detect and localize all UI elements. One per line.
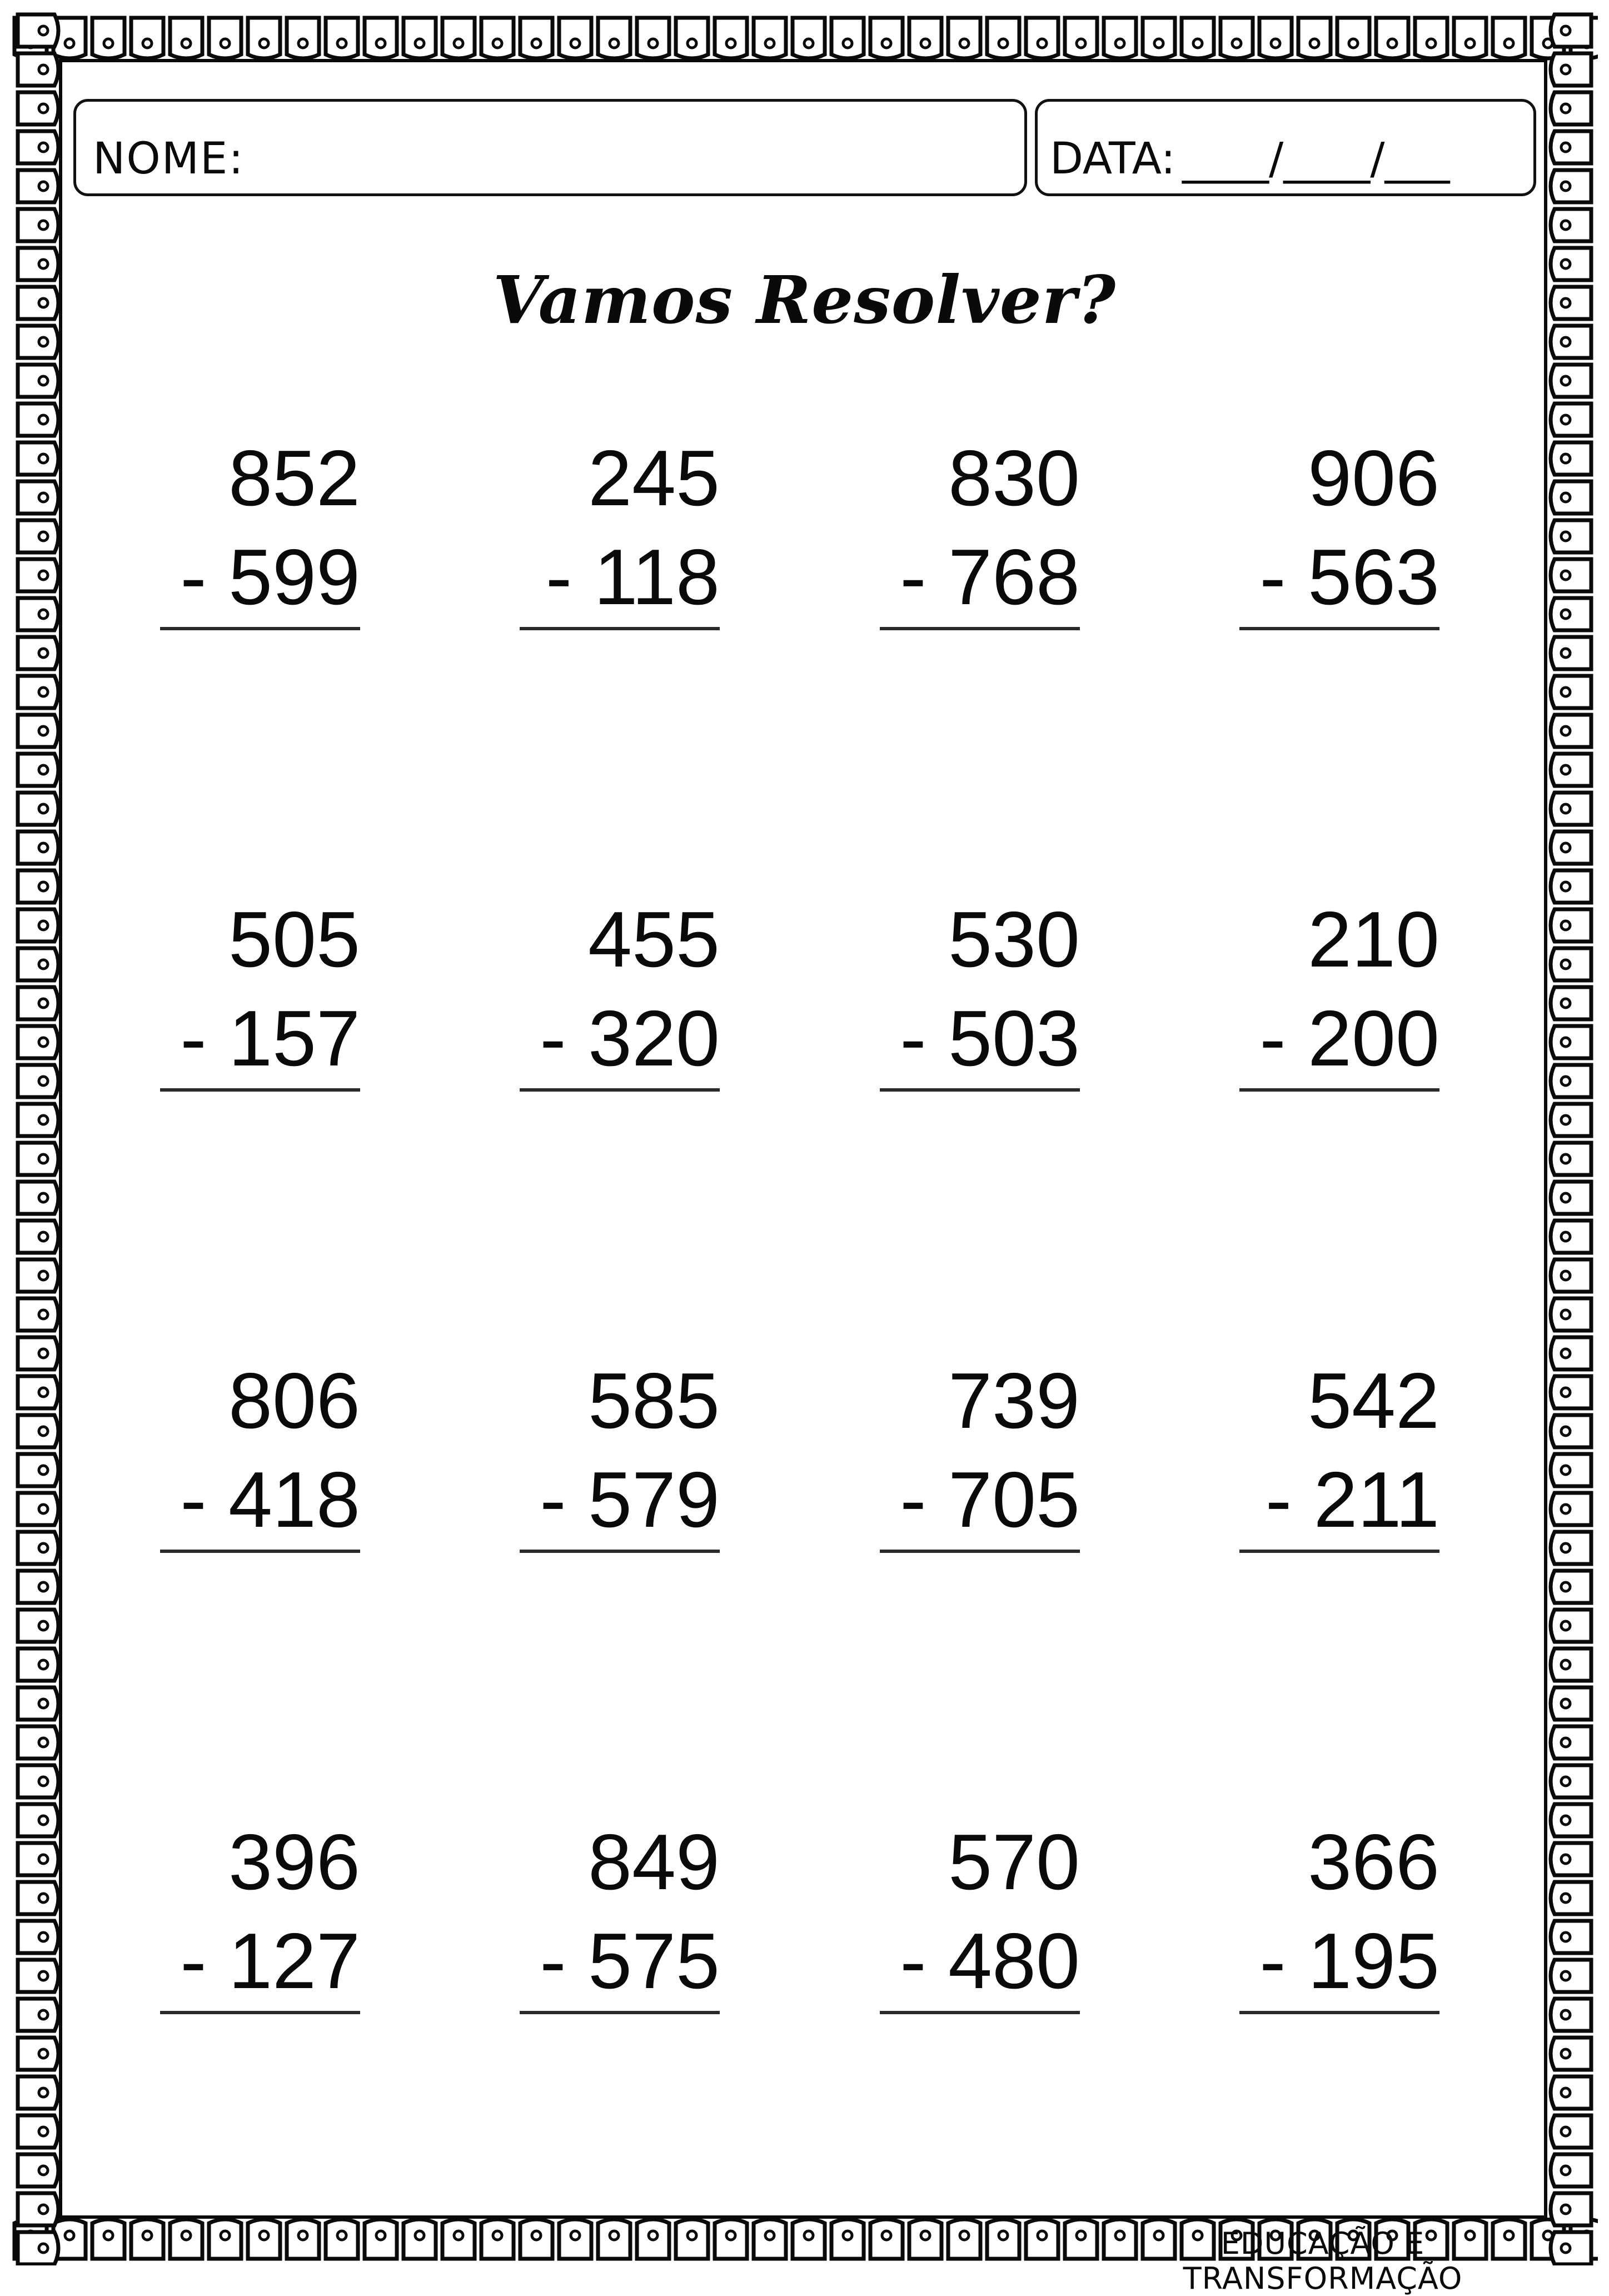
- minuend: 806: [228, 1357, 360, 1445]
- minuend: 852: [228, 434, 360, 522]
- minuend: 849: [588, 1818, 720, 1906]
- subtrahend: - 118: [545, 533, 720, 621]
- frame-border-right: [1545, 11, 1598, 2265]
- date-blanks[interactable]: ____/____/___: [1182, 134, 1450, 184]
- subtrahend: - 579: [540, 1456, 720, 1544]
- answer-line[interactable]: [1239, 627, 1439, 630]
- minuend: 455: [588, 895, 720, 984]
- subtraction-problem: [160, 1357, 360, 1553]
- subtrahend: - 320: [540, 994, 720, 1083]
- subtraction-problem: [1239, 895, 1439, 1092]
- date-label: DATA:: [1050, 134, 1175, 184]
- date-field[interactable]: [1035, 99, 1536, 196]
- answer-line[interactable]: [880, 1088, 1080, 1092]
- subtrahend: - 503: [900, 994, 1080, 1083]
- minuend: 505: [228, 895, 360, 984]
- answer-line[interactable]: [880, 1550, 1080, 1553]
- minuend: 366: [1308, 1818, 1439, 1906]
- subtraction-problem: [1239, 1818, 1439, 2014]
- answer-line[interactable]: [520, 627, 720, 630]
- subtrahend: - 211: [1265, 1456, 1439, 1544]
- answer-line[interactable]: [520, 2011, 720, 2014]
- footer-credit: EDUCAÇÃO E TRANSFORMAÇÃO: [1183, 2226, 1463, 2296]
- subtraction-problem: [160, 895, 360, 1092]
- subtrahend: - 195: [1259, 1917, 1439, 2005]
- minuend: 585: [588, 1357, 720, 1445]
- subtrahend: - 157: [180, 994, 360, 1083]
- subtraction-problem: [520, 1357, 720, 1553]
- frame-border-top: [11, 11, 1598, 64]
- frame-border-left: [11, 11, 64, 2265]
- name-field[interactable]: [73, 99, 1027, 196]
- answer-line[interactable]: [1239, 1088, 1439, 1092]
- subtrahend: - 705: [900, 1456, 1080, 1544]
- subtrahend: - 563: [1259, 533, 1439, 621]
- subtrahend: - 575: [540, 1917, 720, 2005]
- answer-line[interactable]: [880, 2011, 1080, 2014]
- answer-line[interactable]: [1239, 1550, 1439, 1553]
- answer-line[interactable]: [520, 1550, 720, 1553]
- subtrahend: - 768: [900, 533, 1080, 621]
- answer-line[interactable]: [160, 2011, 360, 2014]
- subtraction-problem: [160, 1818, 360, 2014]
- answer-line[interactable]: [520, 1088, 720, 1092]
- subtraction-problem: [880, 895, 1080, 1092]
- subtrahend: - 127: [180, 1917, 360, 2005]
- subtrahend: - 480: [900, 1917, 1080, 2005]
- subtraction-problem: [880, 1818, 1080, 2014]
- answer-line[interactable]: [160, 627, 360, 630]
- subtrahend: - 418: [180, 1456, 360, 1544]
- subtraction-problem: [880, 1357, 1080, 1553]
- subtrahend: - 200: [1259, 994, 1439, 1083]
- minuend: 245: [588, 434, 720, 522]
- subtraction-problem: [880, 434, 1080, 630]
- subtrahend: - 599: [180, 533, 360, 621]
- name-label: NOME:: [93, 134, 245, 184]
- minuend: 906: [1308, 434, 1439, 522]
- minuend: 542: [1308, 1357, 1439, 1445]
- subtraction-problem: [520, 895, 720, 1092]
- minuend: 739: [948, 1357, 1080, 1445]
- subtraction-problem: [520, 434, 720, 630]
- minuend: 210: [1308, 895, 1439, 984]
- subtraction-problem: [160, 434, 360, 630]
- minuend: 830: [948, 434, 1080, 522]
- minuend: 396: [228, 1818, 360, 1906]
- subtraction-problem: [1239, 434, 1439, 630]
- minuend: 570: [948, 1818, 1080, 1906]
- subtraction-problem: [520, 1818, 720, 2014]
- page-title: Vamos Resolver?: [492, 261, 1117, 338]
- answer-line[interactable]: [160, 1550, 360, 1553]
- answer-line[interactable]: [880, 627, 1080, 630]
- answer-line[interactable]: [160, 1088, 360, 1092]
- answer-line[interactable]: [1239, 2011, 1439, 2014]
- minuend: 530: [948, 895, 1080, 984]
- subtraction-problem: [1239, 1357, 1439, 1553]
